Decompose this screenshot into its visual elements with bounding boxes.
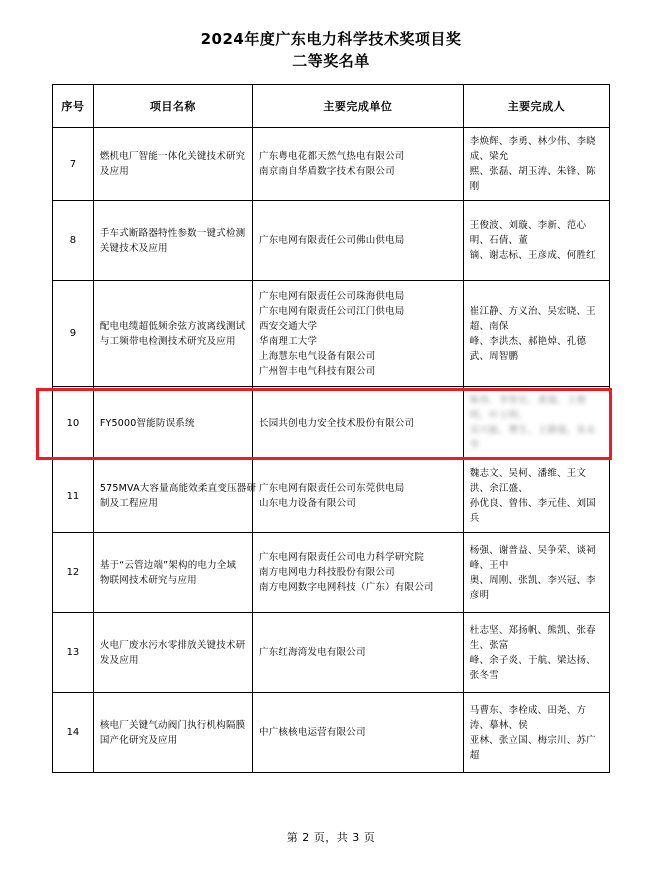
text-line: 广州智丰电气科技有限公司 xyxy=(259,365,376,377)
row-units xyxy=(253,128,464,201)
row-people xyxy=(463,693,609,773)
text-line: 峰、李洪杰、郝艳焯、孔德武、周智鹏 xyxy=(469,335,587,362)
text-line: 南方电网电力科技股份有限公司 xyxy=(259,567,395,578)
text-line: 亚林、张立国、梅宗川、苏广超 xyxy=(469,734,596,761)
text-line: 孙优良、曾伟、李元佳、刘国兵 xyxy=(469,498,596,524)
text-line: 核电厂关键气动阀门执行机构隔膜 xyxy=(99,719,246,731)
text-line: 王俊波、刘璇、李新、范心明、石倩、董 xyxy=(469,220,587,246)
row-units xyxy=(253,693,464,773)
row-project xyxy=(93,387,252,460)
text-line: 火电厂废水污水零排放关键技术研 xyxy=(99,639,246,651)
text-line: 配电电缆超低频余弦方波离线测试 xyxy=(99,320,246,332)
text-line: 广东粤电花都天然气热电有限公司 xyxy=(259,151,405,162)
row-units xyxy=(253,613,464,693)
row-units xyxy=(253,201,464,281)
text-line: 华南理工大学 xyxy=(259,335,318,347)
text-line-redacted: 吴兴航、樊生、王静强、朱永华 xyxy=(469,425,596,451)
row-number: 9 xyxy=(53,281,94,387)
award-list-table xyxy=(52,84,610,773)
page-title: 2024年度广东电力科学技术奖项目奖 xyxy=(200,30,462,48)
row-project xyxy=(93,128,252,201)
text-line: 基于“云管边端”架构的电力全域 xyxy=(99,559,237,571)
text-line: 奥、周刚、张凯、李兴冠、李彦明 xyxy=(469,574,596,601)
row-people xyxy=(463,613,609,693)
text-line: 燃机电厂智能一体化关键技术研究 xyxy=(99,151,246,162)
table-row xyxy=(53,693,610,773)
row-number: 11 xyxy=(53,460,94,533)
row-people xyxy=(463,201,609,281)
text-line: 与工频带电检测技术研究及应用 xyxy=(99,335,236,347)
text-line: 南方电网数字电网科技（广东）有限公司 xyxy=(259,582,434,593)
row-units xyxy=(253,387,464,460)
text-line: 镝、谢志标、王彦成、何胜红 xyxy=(469,250,596,261)
row-number: 10 xyxy=(53,387,94,460)
text-line: 山东电力设备有限公司 xyxy=(259,498,357,509)
text-line: 峰、余子炎、于航、梁达扬、张冬雪 xyxy=(469,654,596,681)
table-row xyxy=(53,128,610,201)
column-header-people: 主要完成人 xyxy=(463,85,609,128)
text-line: 手车式断路器特性参数一键式检测 xyxy=(99,227,246,239)
text-line: 熙、张磊、胡玉涛、朱锋、陈刚 xyxy=(469,166,596,192)
column-header-project: 项目名称 xyxy=(93,85,252,128)
table-row xyxy=(53,613,610,693)
text-line: 魏志文、吴柯、潘维、王文洪、余江盛、 xyxy=(469,468,587,494)
text-line: 及应用 xyxy=(99,166,129,177)
page-subtitle: 二等奖名单 xyxy=(292,52,370,70)
text-line: 杨强、谢普益、吴争荣、谈祠峰、王中 xyxy=(469,544,596,571)
page-footer: 第 2 页，共 3 页 xyxy=(286,831,376,844)
table-row xyxy=(53,281,610,387)
text-line: 广东电网有限责任公司佛山供电局 xyxy=(259,235,405,246)
row-people xyxy=(463,281,609,387)
row-project xyxy=(93,693,252,773)
row-project xyxy=(93,613,252,693)
text-line: 物联网技术研究与应用 xyxy=(99,574,197,586)
table-row xyxy=(53,201,610,281)
row-number: 14 xyxy=(53,693,94,773)
text-line: 国产化研究及应用 xyxy=(99,734,178,746)
text-line: 广东电网有限责任公司东莞供电局 xyxy=(259,483,405,494)
row-units xyxy=(253,533,464,613)
column-header-no: 序号 xyxy=(53,85,94,128)
row-people xyxy=(463,460,609,533)
text-line: 广东红海湾发电有限公司 xyxy=(259,647,366,658)
table-row xyxy=(53,460,610,533)
row-units xyxy=(253,281,464,387)
row-units xyxy=(253,460,464,533)
text-line: 马曹东、李栓成、田尧、方涛、摹林、侯 xyxy=(469,704,587,731)
row-number: 13 xyxy=(53,613,94,693)
text-line: 杜志坚、郑扬帆、熊凯、张春生、张富 xyxy=(469,624,596,651)
row-project xyxy=(93,533,252,613)
row-number: 12 xyxy=(53,533,94,613)
text-line: 广东电网有限责任公司珠海供电局 xyxy=(259,290,405,302)
text-line: 广东电网有限责任公司江门供电局 xyxy=(259,305,405,317)
row-number: 8 xyxy=(53,201,94,281)
text-line: 广东电网有限责任公司电力科学研究院 xyxy=(259,552,424,563)
text-line: 575MVA大容量高能效柔直变压器研 xyxy=(99,483,257,494)
text-line: 制及工程应用 xyxy=(99,498,159,509)
table-row-highlighted xyxy=(53,387,610,460)
text-line: 长园共创电力安全技术股份有限公司 xyxy=(259,417,415,429)
column-header-units: 主要完成单位 xyxy=(253,85,464,128)
table-body xyxy=(53,128,610,773)
row-people xyxy=(463,128,609,201)
row-project xyxy=(93,460,257,533)
text-line: FY5000智能防误系统 xyxy=(99,417,195,429)
text-line: 崔江静、方义治、吴宏晓、王超、南保 xyxy=(469,305,596,332)
text-line: 发及应用 xyxy=(99,654,139,666)
row-project xyxy=(93,201,252,281)
text-line: 李焕辉、李勇、林少伟、李晓成、梁允 xyxy=(469,136,596,162)
row-people xyxy=(463,533,609,613)
row-number: 7 xyxy=(53,128,94,201)
row-project xyxy=(93,281,252,387)
table-header-row xyxy=(53,85,610,128)
text-line: 南京南自华盾数字技术有限公司 xyxy=(259,166,395,177)
text-line: 上海慧东电气设备有限公司 xyxy=(259,350,376,362)
text-line: 中广核核电运营有限公司 xyxy=(259,727,366,738)
text-line: 关键技术及应用 xyxy=(99,242,168,254)
table-row xyxy=(53,533,610,613)
text-line-redacted: 陈伟、李智宏、黄强、王俊明、叶立明、 xyxy=(469,395,587,421)
text-line: 西安交通大学 xyxy=(259,320,318,332)
row-people-redacted xyxy=(463,387,609,460)
